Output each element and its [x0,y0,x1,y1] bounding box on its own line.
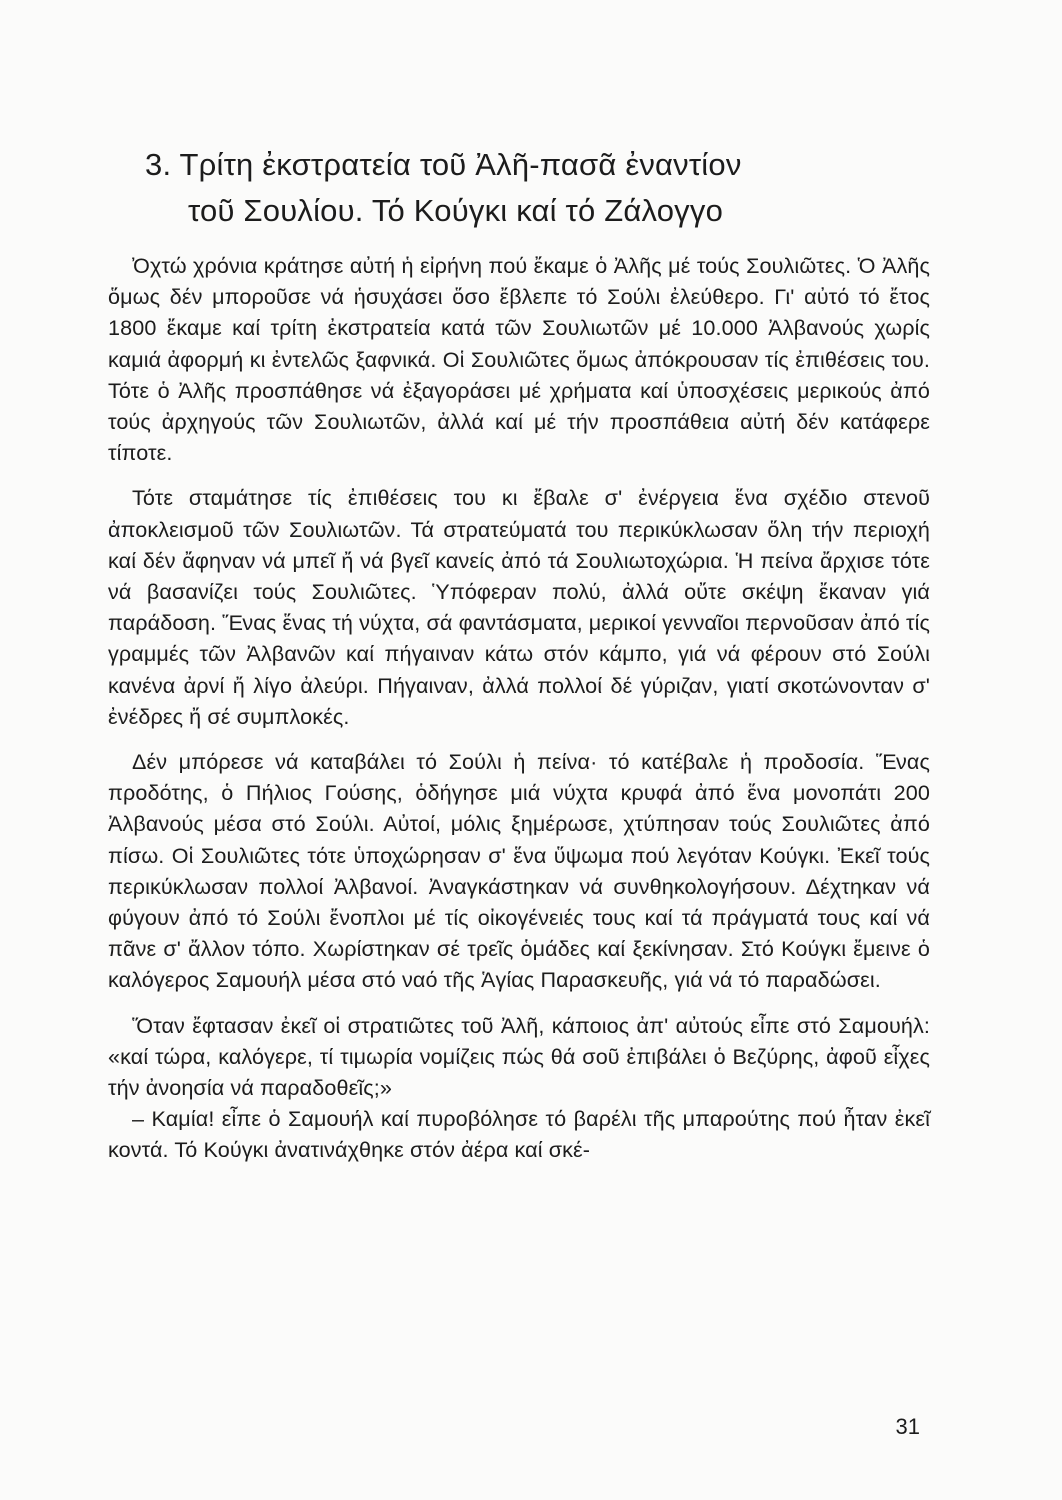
page-number: 31 [895,1414,920,1439]
paragraph-1: Ὀχτώ χρόνια κράτησε αὐτή ἡ εἰρήνη πού ἔκαμε ὁ Ἀλῆς μέ τούς Σουλιῶτες. Ὁ Ἀλῆς ὅμως δέν μποροῦσε νά ἡσυχάσει ὅσο ἔβλεπε τό Σούλι ἐλεύθερο. Γι' αὐτό τό ἔτος 1800 ἔκαμε καί τρίτη ἐκστρατεία κατά τῶν Σουλιωτῶν μέ 10.000 Ἀλβανούς χωρίς καμιά ἀφορμή κι ἐντελῶς ξαφνικά. Οἱ Σουλιῶτες ὅμως ἀπόκρουσαν τίς ἐπιθέσεις του. Τότε ὁ Ἀλῆς προσπάθησε νά ἐξαγοράσει μέ χρήματα καί ὑποσχέσεις μερικούς ἀπό τούς ἀρχηγούς τῶν Σουλιωτῶν, ἀλλά καί μέ τήν προσπάθεια αὐτή δέν κατάφερε τίποτε. [108,253,930,466]
paragraph-2: Τότε σταμάτησε τίς ἐπιθέσεις του κι ἔβαλε σ' ἐνέργεια ἕνα σχέδιο στενοῦ ἀποκλεισμοῦ τῶν Σουλιωτῶν. Τά στρατεύματά του περικύκλωσαν ὅλη τήν περιοχή καί δέν ἄφηναν νά μπεῖ ἤ νά βγεῖ κανείς ἀπό τά Σουλιωτοχώρια. Ἡ πείνα ἄρχισε τότε νά βασανίζει τούς Σουλιῶτες. Ὑπόφεραν πολύ, ἀλλά οὔτε σκέψη ἔκαναν γιά παράδοση. Ἕνας ἕνας τή νύχτα, σά φαντάσματα, μερικοί γενναῖοι περνοῦσαν ἀπό τίς γραμμές τῶν Ἀλβανῶν καί πήγαιναν κάτω στόν κάμπο, γιά νά φέρουν στό Σούλι κανένα ἀρνί ἤ λίγο ἀλεύρι. Πήγαιναν, ἀλλά πολλοί δέ γύριζαν, γιατί σκοτώνονταν σ' ἐνέδρες ἤ σέ συμπλοκές. [108,485,930,729]
chapter-title-line-1: 3. Τρίτη ἐκστρατεία τοῦ Ἀλῆ-πασᾶ ἐναντίον [145,147,742,182]
body-text [108,250,930,1166]
paragraph-5: – Καμία! εἶπε ὁ Σαμουήλ καί πυροβόλησε τό βαρέλι τῆς μπαρούτης πού ἦταν ἐκεῖ κοντά. Τό Κούγκι ἀνατινάχθηκε στόν ἀέρα καί σκέ- [108,1106,930,1163]
paragraph-4: Ὅταν ἔφτασαν ἐκεῖ οἱ στρατιῶτες τοῦ Ἀλῆ, κάποιος ἀπ' αὐτούς εἶπε στό Σαμουήλ: «καί τώρα, καλόγερε, τί τιμωρία νομίζεις πώς θά σοῦ ἐπιβάλει ὁ Βεζύρης, ἀφοῦ εἶχες τήν ἀνοησία νά παραδοθεῖς;» [108,1012,930,1101]
chapter-title [145,142,925,234]
chapter-title-line-2: τοῦ Σουλίου. Τό Κούγκι καί τό Ζάλογγο [188,193,724,228]
paragraph-3: Δέν μπόρεσε νά καταβάλει τό Σούλι ἡ πείνα· τό κατέβαλε ἡ προδοσία. Ἕνας προδότης, ὁ Πήλιος Γούσης, ὁδήγησε μιά νύχτα κρυφά ἀπό ἕνα μονοπάτι 200 Ἀλβανούς μέσα στό Σούλι. Αὐτοί, μόλις ξημέρωσε, χτύπησαν τούς Σουλιῶτες ἀπό πίσω. Οἱ Σουλιῶτες τότε ὑποχώρησαν σ' ἕνα ὕψωμα πού λεγόταν Κούγκι. Ἐκεῖ τούς περικύκλωσαν πολλοί Ἀλβανοί. Ἀναγκάστηκαν νά συνθηκολογήσουν. Δέχτηκαν νά φύγουν ἀπό τό Σούλι ἔνοπλοι μέ τίς οἰκογένειές τους καί τά πράγματά τους καί νά πᾶνε σ' ἄλλον τόπο. Χωρίστηκαν σέ τρεῖς ὁμάδες καί ξεκίνησαν. Στό Κούγκι ἔμεινε ὁ καλόγερος Σαμουήλ μέσα στό ναό τῆς Ἁγίας Παρασκευῆς, γιά νά τό παραδώσει. [108,749,930,993]
